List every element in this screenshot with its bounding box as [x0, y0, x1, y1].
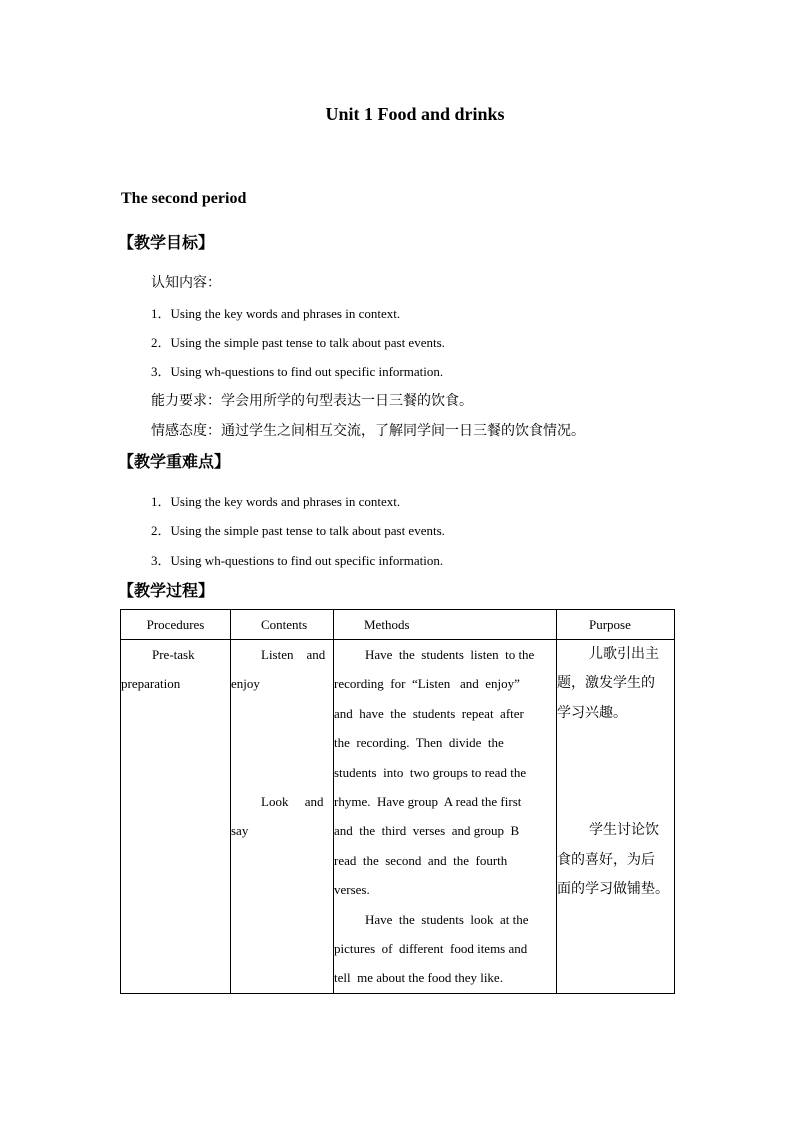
methods-line: Have the students look at the: [365, 911, 529, 927]
process-heading: 【教学过程】: [118, 581, 215, 600]
objective-item-3: 3．Using wh-questions to find out specific information.: [151, 364, 444, 379]
emotional-attitude: 情感态度：通过学生之间相互交流，了解同学间一日三餐的饮食情况。: [151, 423, 585, 439]
methods-line: read the second and the fourth: [334, 852, 508, 868]
procedure-line-2: preparation: [121, 676, 181, 692]
contents-listen-line-1: Listen and: [261, 647, 326, 662]
period-heading: The second period: [121, 190, 247, 207]
table-header-row: [121, 610, 675, 640]
contents-look-line-2: say: [231, 823, 249, 839]
methods-line: pictures of different food items and: [334, 940, 528, 956]
purpose-line: 题，激发学生的: [557, 675, 655, 692]
header-procedures: Procedures: [121, 610, 231, 640]
methods-line: the recording. Then divide the: [334, 735, 504, 751]
methods-line: rhyme. Have group A read the first: [334, 793, 522, 809]
objectives-heading: 【教学目标】: [118, 233, 215, 252]
methods-cell: [334, 640, 557, 994]
key-points-heading: 【教学重难点】: [118, 452, 231, 471]
purpose-cell: [557, 640, 675, 994]
purpose-line: 学生讨论饮: [589, 822, 659, 839]
methods-line: Have the students listen to the: [365, 647, 535, 662]
objective-item-1: 1．Using the key words and phrases in context.: [151, 306, 401, 321]
methods-line: and the third verses and group B: [334, 823, 520, 839]
methods-line: and have the students repeat after: [334, 705, 524, 721]
key-point-item-3: 3．Using wh-questions to find out specific information.: [151, 553, 444, 568]
purpose-line: 学习兴趣。: [557, 704, 627, 721]
methods-line: students into two groups to read the: [334, 764, 527, 780]
methods-line: verses.: [334, 882, 370, 898]
procedure-cell: [121, 640, 231, 994]
document-title: Unit 1 Food and drinks: [325, 104, 505, 124]
table-row: [121, 640, 675, 994]
methods-line: tell me about the food they like.: [334, 970, 503, 986]
cognitive-label: 认知内容：: [151, 275, 221, 291]
header-purpose: Purpose: [557, 610, 675, 640]
key-point-item-2: 2．Using the simple past tense to talk about past events.: [151, 523, 445, 538]
procedure-line-1: Pre-task: [152, 647, 195, 662]
ability-requirement: 能力要求：学会用所学的句型表达一日三餐的饮食。: [151, 393, 473, 409]
header-methods: Methods: [334, 610, 557, 640]
header-contents: Contents: [231, 610, 334, 640]
purpose-line: 面的学习做铺垫。: [557, 880, 669, 897]
contents-look-line-1: Look and: [261, 793, 324, 809]
process-table: [120, 609, 675, 994]
contents-listen-line-2: enjoy: [231, 676, 260, 692]
contents-cell: [231, 640, 334, 994]
purpose-line: 食的喜好，为后: [557, 851, 655, 868]
purpose-line: 儿歌引出主: [589, 646, 659, 662]
key-point-item-1: 1．Using the key words and phrases in context.: [151, 494, 401, 509]
methods-line: recording for “Listen and enjoy”: [334, 676, 520, 692]
objective-item-2: 2．Using the simple past tense to talk about past events.: [151, 335, 445, 350]
